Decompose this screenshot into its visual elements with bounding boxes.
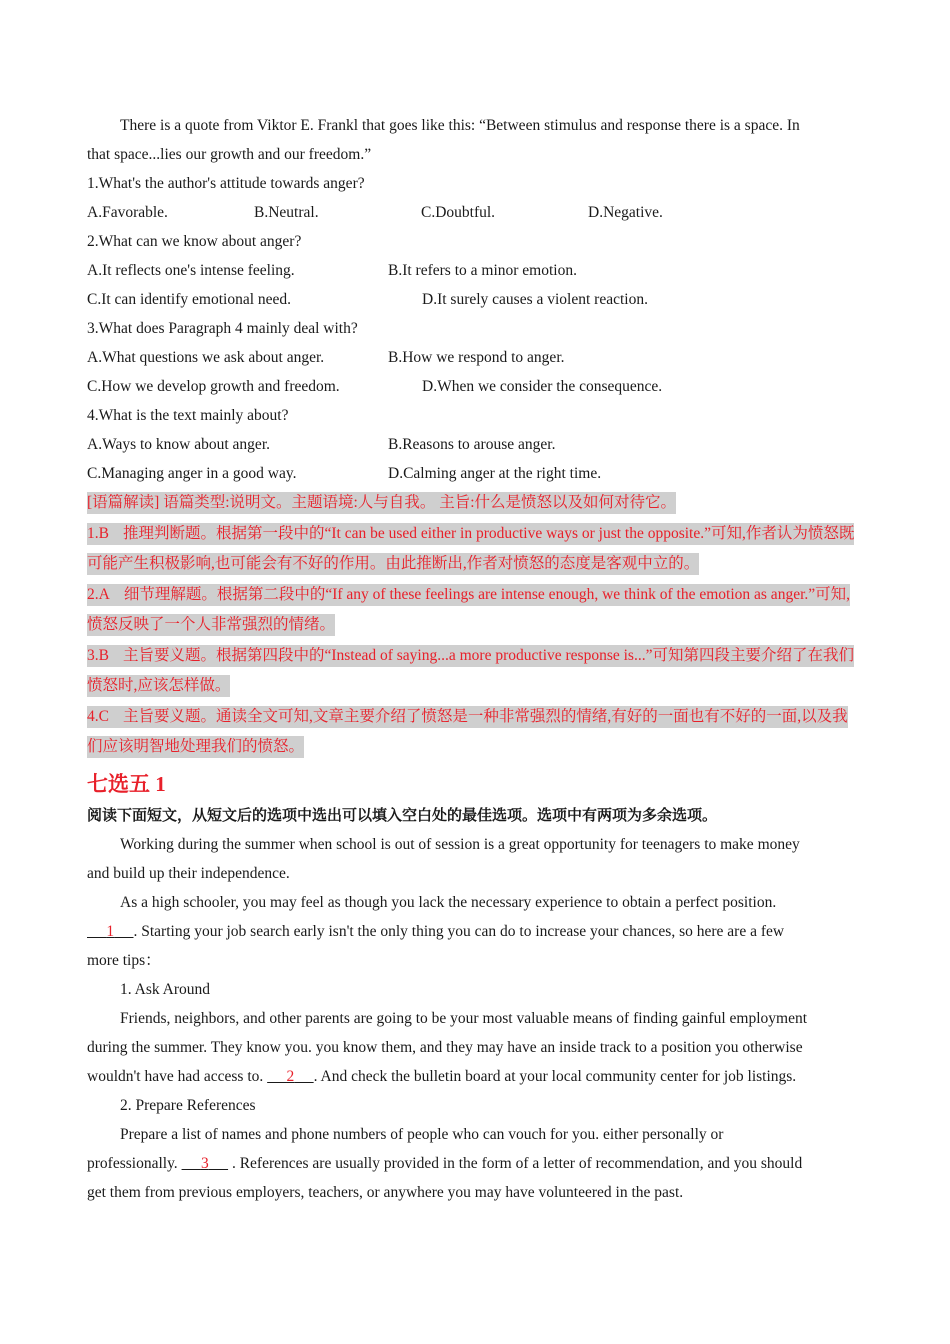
question-3-options-cd — [87, 372, 863, 401]
question-4-options-ab — [87, 430, 863, 459]
answer-3-text: 主旨要义题。根据第四段中的“Instead of saying...a more productive response is...”可知第四段主要介绍了在我们愤怒时,应该怎样做。 — [87, 646, 854, 694]
q4-option-c: C.Managing anger in a good way. — [87, 465, 297, 482]
question-3-stem: 3.What does Paragraph 4 mainly deal with? — [87, 320, 358, 337]
answer-4-number: 4.C — [87, 707, 109, 725]
q2-option-d: D.It surely causes a violent reaction. — [422, 291, 648, 308]
passage-p1-line1: Working during the summer when school is out of session is a great opportunity for teenagers to make money — [120, 835, 800, 853]
quote-line-2: that space...lies our growth and our freedom.” — [87, 146, 372, 163]
passage-p3-line3: wouldn't have had access to. 2 . And check the bulletin board at your local community center for job listings. — [87, 1067, 797, 1085]
q2-option-c: C.It can identify emotional need. — [87, 291, 292, 308]
question-2-options-ab — [87, 256, 863, 285]
passage-p2-line2: ​ 1 . Starting your job search early isn't the only thing you can do to increase your chances, so here are a few — [87, 922, 785, 940]
answer-2 — [87, 580, 863, 641]
q1-option-b: B.Neutral. — [254, 204, 319, 221]
question-1-options — [87, 198, 863, 227]
answer-1 — [87, 519, 863, 580]
passage-p2-line3: more tips： — [87, 951, 161, 969]
passage-p4-line2: professionally. 3 . References are usually provided in the form of a letter of recommendation, and you should — [87, 1154, 803, 1172]
document-page — [87, 111, 863, 1207]
quote-line-1: There is a quote from Viktor E. Frankl that goes like this: “Between stimulus and response there is a space. In — [120, 117, 800, 134]
q4-option-d: D.Calming anger at the right time. — [388, 465, 602, 482]
question-2-options-cd — [87, 285, 863, 314]
blank-3[interactable]: 3 — [200, 1154, 209, 1172]
answer-3 — [87, 641, 863, 702]
passage-p2-line1: As a high schooler, you may feel as though you lack the necessary experience to obtain a perfect position. — [120, 893, 777, 911]
passage-heading-2: 2. Prepare References — [120, 1096, 256, 1114]
q3-option-c: C.How we develop growth and freedom. — [87, 378, 340, 395]
blank-1[interactable]: ​ 1 — [87, 922, 115, 940]
answer-2-number: 2.A — [87, 585, 110, 603]
question-4-options-cd — [87, 459, 863, 488]
section-title: 七选五 1 — [87, 771, 166, 796]
answer-1-number: 1.B — [87, 524, 109, 542]
q2-option-b: B.It refers to a minor emotion. — [388, 262, 577, 279]
q1-option-a: A.Favorable. — [87, 204, 168, 221]
answer-4-text: 主旨要义题。通读全文可知,文章主要介绍了愤怒是一种非常强烈的情绪,有好的一面也有不好的一面,以及我们应该明智地处理我们的愤怒。 — [87, 707, 848, 755]
passage-p1-line2: and build up their independence. — [87, 864, 290, 882]
answer-4 — [87, 702, 863, 763]
q4-option-a: A.Ways to know about anger. — [87, 436, 270, 453]
passage-heading-1: 1. Ask Around — [120, 980, 210, 998]
q1-option-c: C.Doubtful. — [421, 204, 496, 221]
question-1-stem: 1.What's the author's attitude towards anger? — [87, 175, 365, 192]
q1-option-d: D.Negative. — [588, 204, 663, 221]
answer-3-number: 3.B — [87, 646, 109, 664]
blank-2[interactable]: 2 — [286, 1067, 295, 1085]
answer-1-text: 推理判断题。根据第一段中的“It can be used either in productive ways or just the opposite.”可知,作者认为愤怒既可能产生积极影响,也可能会有不好的作用。由此推断出,作者对愤怒的态度是客观中立的。 — [87, 524, 855, 572]
q2-option-a: A.It reflects one's intense feeling. — [87, 262, 295, 279]
question-3-options-ab — [87, 343, 863, 372]
q3-option-b: B.How we respond to anger. — [388, 349, 565, 366]
passage-p4-line1: Prepare a list of names and phone numbers of people who can vouch for you. either personally or — [120, 1125, 724, 1143]
section-instruction: 阅读下面短文，从短文后的选项中选出可以填入空白处的最佳选项。选项中有两项为多余选项。 — [87, 805, 718, 824]
question-2-stem: 2.What can we know about anger? — [87, 233, 302, 250]
answer-2-text: 细节理解题。根据第二段中的“If any of these feelings are intense enough, we think of the emotion as anger.”可知,愤怒反映了一个人非常强烈的情绪。 — [87, 585, 851, 633]
passage-p3-line1: Friends, neighbors, and other parents are going to be your most valuable means of finding gainful employment — [120, 1009, 808, 1027]
q3-option-a: A.What questions we ask about anger. — [87, 349, 325, 366]
q4-option-b: B.Reasons to arouse anger. — [388, 436, 556, 453]
q3-option-d: D.When we consider the consequence. — [422, 378, 663, 395]
question-4-stem: 4.What is the text mainly about? — [87, 407, 289, 424]
passage-p4-line3: get them from previous employers, teachers, or anywhere you may have volunteered in the past. — [87, 1183, 684, 1201]
passage-p3-line2: during the summer. They know you. you know them, and they may have an inside track to a position you otherwise — [87, 1038, 803, 1056]
analysis-summary: [语篇解读] 语篇类型:说明文。主题语境:人与自我。 主旨:什么是愤怒以及如何对待它。 — [87, 488, 863, 519]
